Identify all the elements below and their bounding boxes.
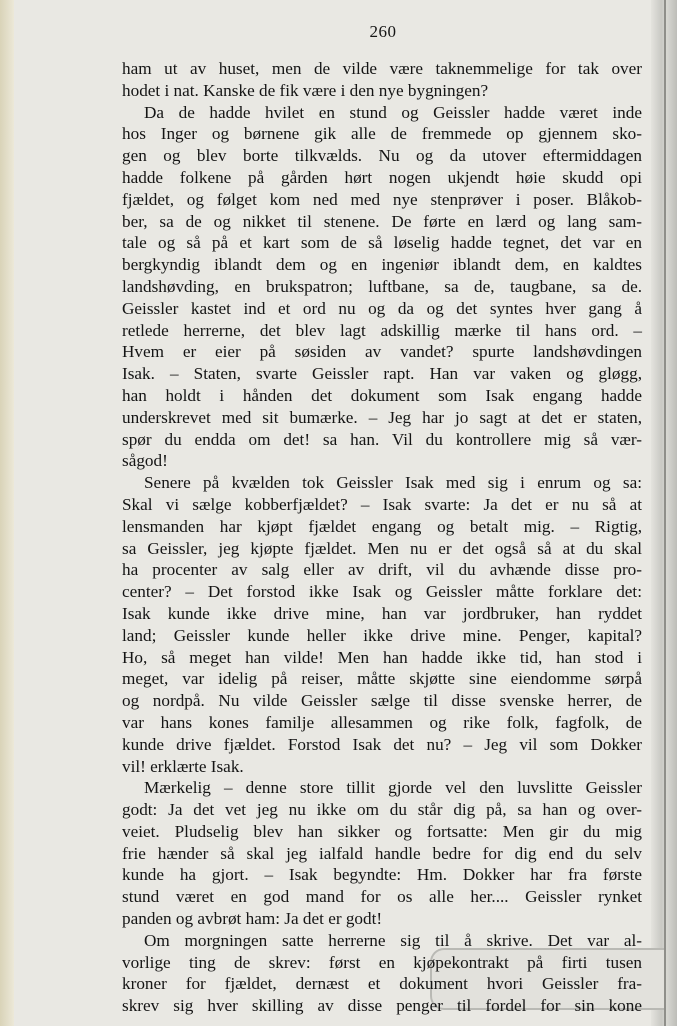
page-number: 260 bbox=[369, 22, 397, 41]
text-line: ham ut av huset, men de vilde være taknemmelige for tak over bbox=[122, 59, 642, 78]
text-line: kunde ha gjort. – Isak begyndte: Hm. Dokker har fra første bbox=[122, 865, 642, 885]
text-line: og nordpå. Nu vilde Geissler sælge til disse svenske herrer, de bbox=[122, 691, 642, 711]
text-line: Ho, så meget han vilde! Men han hadde ikke tid, han stod i bbox=[122, 647, 642, 667]
text-line: frie hænder så skal jeg ialfald handle bedre for dig end du selv bbox=[122, 843, 642, 863]
text-line: Isak. – Staten, svarte Geissler rapt. Han var vaken og gløgg, bbox=[122, 364, 642, 384]
text-line: Hvem er eier på søsiden av vandet? spurte landshøvdingen bbox=[122, 342, 642, 362]
text-line: fjældet, og følget kom ned med nye stenprøver i poser. Blåkob- bbox=[122, 189, 642, 209]
text-line: land; Geissler kunde heller ikke drive mine. Penger, kapital? bbox=[122, 625, 642, 645]
text-line: landshøvding, en brukspatron; luftbane, sa de, taugbane, sa de. bbox=[122, 276, 642, 296]
text-line: skrev sig hver skilling av disse penger til fordel for sin kone bbox=[122, 996, 642, 1016]
text-line: tale og så på et kart som de så løselig hadde tegnet, det var en bbox=[122, 233, 642, 253]
text-line: Om morgningen satte herrerne sig til å skrive. Det var al- bbox=[144, 930, 642, 950]
page-gutter bbox=[0, 0, 14, 1026]
text-line: stund været en god mand for os alle her.... Geissler rynket bbox=[122, 887, 642, 907]
text-line: godt: Ja det vet jeg nu ikke om du står dig på, sa han og over- bbox=[122, 800, 642, 820]
text-line: var hans kones familje allesammen og rike folk, fagfolk, de bbox=[122, 712, 642, 732]
text-line: Isak kunde ikke drive mine, han var jordbruker, han ryddet bbox=[122, 603, 642, 623]
text-line: ber, sa de og nikket til stenene. De førte en lærd og lang sam- bbox=[122, 211, 642, 231]
text-line: retlede herrerne, det blev lagt adskillig mærke til hans ord. – bbox=[122, 320, 642, 340]
text-line: han holdt i hånden det dokument som Isak engang hadde bbox=[122, 385, 642, 405]
text-line: spør du endda om det! sa han. Vil du kontrollere mig så vær- bbox=[122, 429, 642, 449]
text-line: Da de hadde hvilet en stund og Geissler hadde været inde bbox=[144, 102, 642, 122]
text-line: vil! erklærte Isak. bbox=[122, 756, 244, 776]
text-line: kroner for fjældet, dernæst et dokument hvori Geissler fra- bbox=[122, 974, 642, 994]
body-text bbox=[122, 58, 642, 1017]
text-line: veiet. Pludselig blev han sikker og fortsatte: Men gir du mig bbox=[122, 821, 642, 841]
text-line: sågod! bbox=[122, 451, 168, 471]
text-line: panden og avbrøt ham: Ja det er godt! bbox=[122, 909, 383, 929]
text-line: ha procenter av salg eller av drift, vil du avhænde disse pro- bbox=[122, 560, 642, 580]
text-line: Geissler kastet ind et ord nu og da og det syntes hver gang å bbox=[122, 298, 642, 318]
text-line: bergkyndig iblandt dem og en ingeniør iblandt dem, en kaldtes bbox=[122, 255, 642, 275]
text-line: Mærkelig – denne store tillit gjorde vel den luvslitte Geissler bbox=[144, 778, 642, 798]
text-line: hadde folkene på gården hørt nogen ukjendt høie skudd opi bbox=[122, 167, 642, 187]
text-line: underskrevet med sit bumærke. – Jeg har jo sagt at det er staten, bbox=[122, 407, 642, 427]
text-line: lensmanden har kjøpt fjældet engang og betalt mig. – Rigtig, bbox=[122, 516, 642, 536]
text-line: vorlige ting de skrev: først en kjøpekontrakt på firti tusen bbox=[122, 952, 642, 972]
text-line: gen og blev borte tilkvælds. Nu og da utover eftermiddagen bbox=[122, 146, 642, 166]
page-edge-line bbox=[664, 0, 666, 1026]
text-line: sa Geissler, jeg kjøpte fjældet. Men nu er det også så at du skal bbox=[122, 538, 642, 558]
text-line: meget, var idelig på reiser, måtte skjøtte sine eiendomme sørpå bbox=[122, 669, 642, 689]
text-line: Senere på kvælden tok Geissler Isak med sig i enrum og sa: bbox=[144, 473, 642, 493]
text-line: hodet i nat. Kanske de fik være i den nye bygningen? bbox=[122, 80, 489, 100]
text-line: kunde drive fjældet. Forstod Isak det nu? – Jeg vil som Dokker bbox=[122, 734, 642, 754]
text-line: center? – Det forstod ikke Isak og Geissler måtte forklare det: bbox=[122, 582, 642, 602]
text-line: Skal vi sælge kobberfjældet? – Isak svarte: Ja det er nu så at bbox=[122, 494, 642, 514]
text-line: hos Inger og børnene gik alle de fremmede op gjennem sko- bbox=[122, 124, 642, 144]
